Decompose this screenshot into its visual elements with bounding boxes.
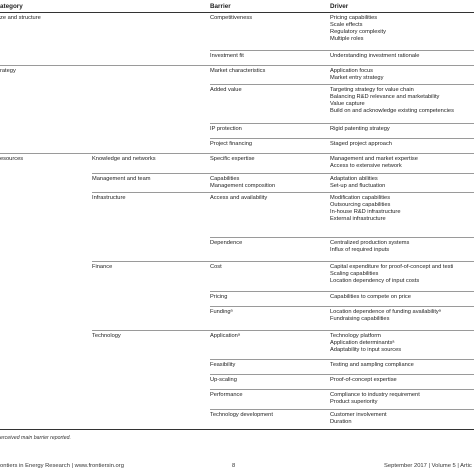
barrier-cell: Applicationᵃ — [210, 333, 240, 339]
cell-line: In-house R&D infrastructure — [330, 208, 401, 215]
driver-cell — [330, 15, 386, 43]
cell-line: Modification capabilities — [330, 195, 391, 201]
driver-cell — [330, 195, 401, 223]
subcategory-cell: Management and team — [92, 176, 151, 182]
cell-line: External infrastructure — [330, 215, 386, 222]
table-border-rule — [0, 429, 474, 430]
header-category: ategory — [0, 3, 23, 10]
category-cell: rategy — [0, 68, 16, 74]
barrier-cell: Investment fit — [210, 53, 244, 59]
cell-line: Management and market expertise — [330, 156, 418, 162]
driver-cell — [330, 294, 411, 301]
barrier-cell: IP protection — [210, 126, 242, 132]
subcategory-cell: Technology — [92, 333, 121, 339]
cell-line: Application focus — [330, 68, 373, 74]
barrier-cell: Pricing — [210, 294, 228, 300]
barrier-cell: Feasibility — [210, 362, 236, 368]
row-divider — [210, 374, 474, 375]
footer-issue: September 2017 | Volume 5 | Artic — [384, 463, 472, 469]
driver-cell — [330, 141, 392, 148]
cell-line: Regulatory complexity — [330, 28, 386, 35]
row-divider — [0, 153, 474, 154]
row-divider — [210, 138, 474, 139]
cell-line: Value capture — [330, 100, 365, 107]
cell-line: Capital expenditure for proof-of-concept and testi — [330, 264, 454, 270]
table-footnote: erceived main barrier reported. — [0, 435, 71, 441]
cell-line: Duration — [330, 418, 352, 425]
barrier-cell — [210, 176, 275, 190]
cell-line: Capabilities — [210, 176, 240, 182]
category-cell: ze and structure — [0, 15, 41, 21]
cell-line: Adaptation abilities — [330, 176, 378, 182]
cell-line: Compliance to industry requirement — [330, 392, 420, 398]
cell-line: Application determinantsᵃ — [330, 339, 395, 346]
cell-line: Management composition — [210, 182, 276, 189]
barrier-cell: Project financing — [210, 141, 253, 147]
barrier-cell: Technology development — [210, 412, 273, 418]
row-divider — [210, 389, 474, 390]
row-divider — [210, 291, 474, 292]
cell-line: Customer involvement — [330, 412, 387, 418]
cell-line: Technology platform — [330, 333, 381, 339]
barrier-cell: Fundingᵃ — [210, 309, 233, 315]
cell-line: Capabilities to compete on price — [330, 294, 411, 300]
barrier-cell: Access and availability — [210, 195, 268, 201]
barrier-cell: Up-scaling — [210, 377, 237, 383]
cell-line: Centralized production systems — [330, 240, 410, 246]
cell-line: Set-up and fluctuation — [330, 182, 386, 189]
row-divider — [92, 330, 474, 331]
footer-journal: ontiers in Energy Research | www.frontiersin.org — [0, 463, 124, 469]
barrier-cell: Market characteristics — [210, 68, 266, 74]
cell-line: Adaptability to input sources — [330, 346, 402, 353]
cell-line: Market entry strategy — [330, 74, 384, 81]
header-barrier: Barrier — [210, 3, 231, 10]
cell-line: Testing and sampling compliance — [330, 362, 414, 368]
row-divider — [210, 84, 474, 85]
cell-line: Rigid patenting strategy — [330, 126, 390, 132]
driver-cell — [330, 53, 419, 60]
cell-line: Location dependency of input costs — [330, 277, 420, 284]
cell-line: Outsourcing capabilities — [330, 201, 391, 208]
cell-line: Multiple roles — [330, 35, 364, 42]
cell-line: Understanding investment rationale — [330, 53, 420, 59]
subcategory-cell: Infrastructure — [92, 195, 126, 201]
cell-line: Product superiority — [330, 398, 378, 405]
row-divider — [92, 173, 474, 174]
driver-cell — [330, 240, 409, 254]
cell-line: Pricing capabilities — [330, 15, 378, 21]
row-divider — [210, 237, 474, 238]
driver-cell — [330, 377, 397, 384]
cell-line: Targeting strategy for value chain — [330, 87, 414, 93]
row-divider — [92, 261, 474, 262]
driver-cell — [330, 68, 383, 82]
driver-cell — [330, 176, 385, 190]
row-divider — [210, 359, 474, 360]
header-driver: Driver — [330, 3, 349, 10]
barrier-cell: Performance — [210, 392, 243, 398]
cell-line: Influx of required inputs — [330, 246, 390, 253]
barrier-cell: Cost — [210, 264, 222, 270]
row-divider — [210, 123, 474, 124]
driver-cell — [330, 412, 387, 426]
table-border-rule — [0, 12, 474, 13]
cell-line: Access to extensive network — [330, 162, 402, 169]
cell-line: Balancing R&D relevance and marketability — [330, 93, 440, 100]
cell-line: Build on and acknowledge existing competencies — [330, 107, 454, 114]
subcategory-cell: Finance — [92, 264, 113, 270]
row-divider — [210, 50, 474, 51]
cell-line: Scaling capabilities — [330, 270, 379, 277]
barrier-cell: Dependence — [210, 240, 243, 246]
cell-line: Staged project approach — [330, 141, 392, 147]
row-divider — [210, 306, 474, 307]
cell-line: Fundraising capabilities — [330, 315, 390, 322]
driver-cell — [330, 362, 414, 369]
barrier-cell: Competitiveness — [210, 15, 253, 21]
driver-cell — [330, 264, 453, 285]
cell-line: Scale effects — [330, 21, 363, 28]
row-divider — [92, 192, 474, 193]
row-divider — [0, 65, 474, 66]
footer-page-number: 8 — [232, 463, 236, 469]
driver-cell — [330, 156, 418, 170]
driver-cell — [330, 333, 401, 354]
cell-line: Proof-of-concept expertise — [330, 377, 397, 383]
subcategory-cell: Knowledge and networks — [92, 156, 156, 162]
category-cell: esources — [0, 156, 24, 162]
driver-cell — [330, 87, 454, 115]
row-divider — [210, 409, 474, 410]
driver-cell — [330, 126, 390, 133]
barrier-cell: Specific expertise — [210, 156, 255, 162]
barrier-cell: Added value — [210, 87, 242, 93]
cell-line: Location dependence of funding availabilityᵃ — [330, 309, 441, 315]
driver-cell — [330, 392, 420, 406]
driver-cell — [330, 309, 441, 323]
